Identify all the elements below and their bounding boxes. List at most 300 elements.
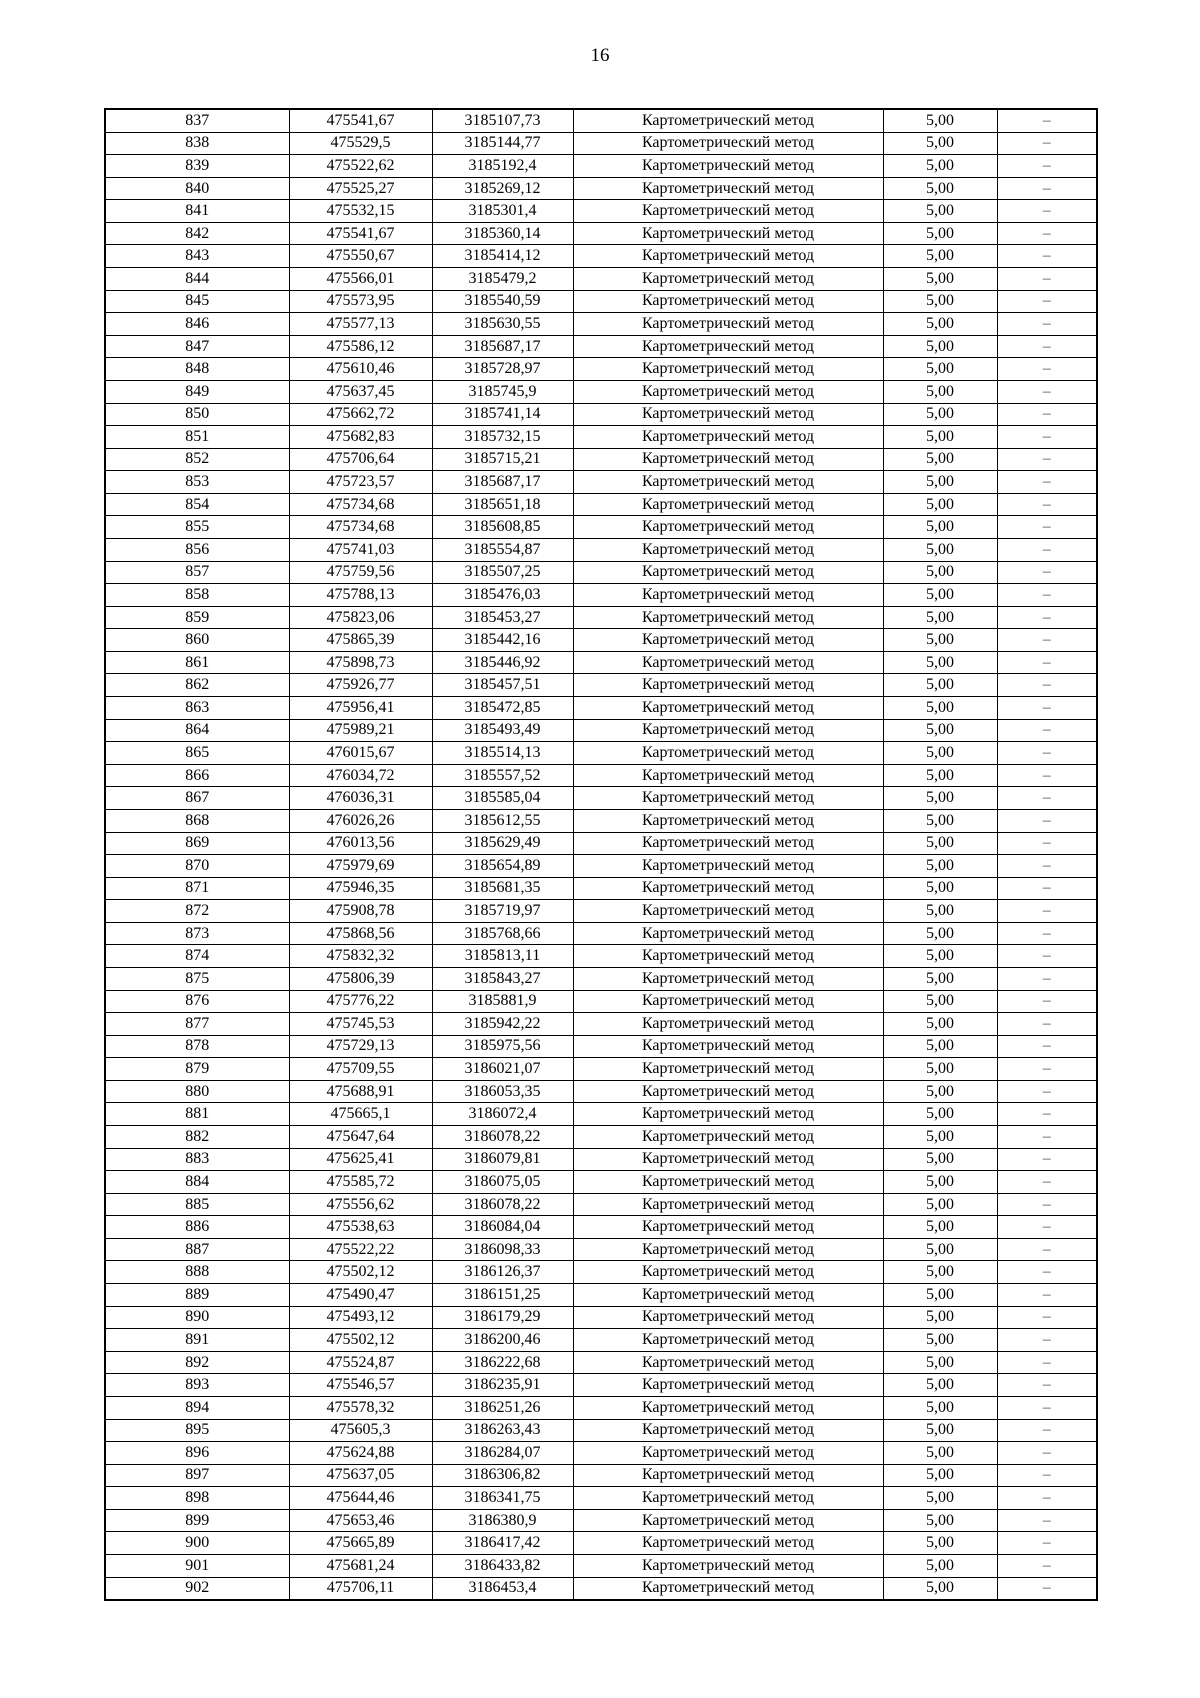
y-coordinate-cell: 3185557,52 xyxy=(432,764,573,787)
x-coordinate-cell: 475868,56 xyxy=(289,922,432,945)
accuracy-cell: 5,00 xyxy=(883,1284,997,1307)
y-coordinate-cell: 3186235,91 xyxy=(432,1374,573,1397)
x-coordinate-cell: 475776,22 xyxy=(289,990,432,1013)
note-cell: – xyxy=(997,132,1097,155)
method-cell: Картометрический метод xyxy=(573,900,883,923)
note-cell: – xyxy=(997,1487,1097,1510)
method-cell: Картометрический метод xyxy=(573,380,883,403)
note-cell: – xyxy=(997,855,1097,878)
table-row xyxy=(105,855,1097,878)
point-number-cell: 868 xyxy=(105,809,289,832)
table-row xyxy=(105,1171,1097,1194)
accuracy-cell: 5,00 xyxy=(883,877,997,900)
point-number-cell: 874 xyxy=(105,945,289,968)
point-number-cell: 850 xyxy=(105,403,289,426)
x-coordinate-cell: 475644,46 xyxy=(289,1487,432,1510)
table-row xyxy=(105,1555,1097,1578)
point-number-cell: 883 xyxy=(105,1148,289,1171)
method-cell: Картометрический метод xyxy=(573,1148,883,1171)
point-number-cell: 839 xyxy=(105,155,289,178)
method-cell: Картометрический метод xyxy=(573,855,883,878)
accuracy-cell: 5,00 xyxy=(883,651,997,674)
accuracy-cell: 5,00 xyxy=(883,855,997,878)
point-number-cell: 867 xyxy=(105,787,289,810)
table-row xyxy=(105,132,1097,155)
accuracy-cell: 5,00 xyxy=(883,561,997,584)
point-number-cell: 853 xyxy=(105,471,289,494)
x-coordinate-cell: 475493,12 xyxy=(289,1306,432,1329)
x-coordinate-cell: 475729,13 xyxy=(289,1035,432,1058)
method-cell: Картометрический метод xyxy=(573,516,883,539)
note-cell: – xyxy=(997,222,1097,245)
table-row xyxy=(105,719,1097,742)
note-cell: – xyxy=(997,832,1097,855)
x-coordinate-cell: 475832,32 xyxy=(289,945,432,968)
accuracy-cell: 5,00 xyxy=(883,674,997,697)
x-coordinate-cell: 475788,13 xyxy=(289,584,432,607)
accuracy-cell: 5,00 xyxy=(883,471,997,494)
x-coordinate-cell: 475573,95 xyxy=(289,290,432,313)
accuracy-cell: 5,00 xyxy=(883,1126,997,1149)
x-coordinate-cell: 475522,22 xyxy=(289,1238,432,1261)
accuracy-cell: 5,00 xyxy=(883,290,997,313)
note-cell: – xyxy=(997,900,1097,923)
method-cell: Картометрический метод xyxy=(573,426,883,449)
y-coordinate-cell: 3185654,89 xyxy=(432,855,573,878)
table-row xyxy=(105,1035,1097,1058)
table-row xyxy=(105,674,1097,697)
accuracy-cell: 5,00 xyxy=(883,538,997,561)
accuracy-cell: 5,00 xyxy=(883,1487,997,1510)
y-coordinate-cell: 3186222,68 xyxy=(432,1351,573,1374)
accuracy-cell: 5,00 xyxy=(883,1058,997,1081)
accuracy-cell: 5,00 xyxy=(883,313,997,336)
note-cell: – xyxy=(997,922,1097,945)
method-cell: Картометрический метод xyxy=(573,245,883,268)
table-row xyxy=(105,1487,1097,1510)
x-coordinate-cell: 475734,68 xyxy=(289,516,432,539)
y-coordinate-cell: 3185446,92 xyxy=(432,651,573,674)
point-number-cell: 861 xyxy=(105,651,289,674)
x-coordinate-cell: 475823,06 xyxy=(289,606,432,629)
accuracy-cell: 5,00 xyxy=(883,1193,997,1216)
method-cell: Картометрический метод xyxy=(573,1171,883,1194)
accuracy-cell: 5,00 xyxy=(883,268,997,291)
point-number-cell: 899 xyxy=(105,1509,289,1532)
x-coordinate-cell: 475706,11 xyxy=(289,1577,432,1600)
x-coordinate-cell: 475502,12 xyxy=(289,1261,432,1284)
table-row xyxy=(105,900,1097,923)
y-coordinate-cell: 3186251,26 xyxy=(432,1396,573,1419)
point-number-cell: 865 xyxy=(105,742,289,765)
method-cell: Картометрический метод xyxy=(573,561,883,584)
x-coordinate-cell: 475865,39 xyxy=(289,629,432,652)
table-row xyxy=(105,1216,1097,1239)
accuracy-cell: 5,00 xyxy=(883,1216,997,1239)
page-number: 16 xyxy=(590,45,610,66)
note-cell: – xyxy=(997,1351,1097,1374)
method-cell: Картометрический метод xyxy=(573,719,883,742)
accuracy-cell: 5,00 xyxy=(883,584,997,607)
accuracy-cell: 5,00 xyxy=(883,742,997,765)
y-coordinate-cell: 3185975,56 xyxy=(432,1035,573,1058)
table-row xyxy=(105,1261,1097,1284)
x-coordinate-cell: 475926,77 xyxy=(289,674,432,697)
y-coordinate-cell: 3186075,05 xyxy=(432,1171,573,1194)
accuracy-cell: 5,00 xyxy=(883,358,997,381)
note-cell: – xyxy=(997,358,1097,381)
table-row xyxy=(105,945,1097,968)
y-coordinate-cell: 3186151,25 xyxy=(432,1284,573,1307)
table-row xyxy=(105,1442,1097,1465)
y-coordinate-cell: 3185453,27 xyxy=(432,606,573,629)
x-coordinate-cell: 475682,83 xyxy=(289,426,432,449)
accuracy-cell: 5,00 xyxy=(883,1013,997,1036)
x-coordinate-cell: 475734,68 xyxy=(289,493,432,516)
y-coordinate-cell: 3185768,66 xyxy=(432,922,573,945)
note-cell: – xyxy=(997,1555,1097,1578)
y-coordinate-cell: 3186072,4 xyxy=(432,1103,573,1126)
point-number-cell: 851 xyxy=(105,426,289,449)
x-coordinate-cell: 475578,32 xyxy=(289,1396,432,1419)
accuracy-cell: 5,00 xyxy=(883,516,997,539)
y-coordinate-cell: 3185457,51 xyxy=(432,674,573,697)
method-cell: Картометрический метод xyxy=(573,1555,883,1578)
x-coordinate-cell: 475525,27 xyxy=(289,177,432,200)
x-coordinate-cell: 475637,45 xyxy=(289,380,432,403)
y-coordinate-cell: 3185728,97 xyxy=(432,358,573,381)
table-row xyxy=(105,967,1097,990)
table-row xyxy=(105,742,1097,765)
note-cell: – xyxy=(997,177,1097,200)
table-row xyxy=(105,1532,1097,1555)
accuracy-cell: 5,00 xyxy=(883,719,997,742)
x-coordinate-cell: 475637,05 xyxy=(289,1464,432,1487)
point-number-cell: 869 xyxy=(105,832,289,855)
y-coordinate-cell: 3185732,15 xyxy=(432,426,573,449)
y-coordinate-cell: 3185719,97 xyxy=(432,900,573,923)
note-cell: – xyxy=(997,471,1097,494)
y-coordinate-cell: 3185107,73 xyxy=(432,109,573,132)
accuracy-cell: 5,00 xyxy=(883,1148,997,1171)
point-number-cell: 847 xyxy=(105,335,289,358)
y-coordinate-cell: 3185476,03 xyxy=(432,584,573,607)
accuracy-cell: 5,00 xyxy=(883,1351,997,1374)
point-number-cell: 882 xyxy=(105,1126,289,1149)
x-coordinate-cell: 475566,01 xyxy=(289,268,432,291)
note-cell: – xyxy=(997,1126,1097,1149)
point-number-cell: 875 xyxy=(105,967,289,990)
method-cell: Картометрический метод xyxy=(573,697,883,720)
x-coordinate-cell: 475532,15 xyxy=(289,200,432,223)
point-number-cell: 870 xyxy=(105,855,289,878)
accuracy-cell: 5,00 xyxy=(883,1419,997,1442)
point-number-cell: 848 xyxy=(105,358,289,381)
table-row xyxy=(105,335,1097,358)
point-number-cell: 849 xyxy=(105,380,289,403)
x-coordinate-cell: 475610,46 xyxy=(289,358,432,381)
note-cell: – xyxy=(997,1509,1097,1532)
point-number-cell: 897 xyxy=(105,1464,289,1487)
x-coordinate-cell: 475956,41 xyxy=(289,697,432,720)
accuracy-cell: 5,00 xyxy=(883,900,997,923)
method-cell: Картометрический метод xyxy=(573,1284,883,1307)
table-row xyxy=(105,1148,1097,1171)
x-coordinate-cell: 475706,64 xyxy=(289,448,432,471)
note-cell: – xyxy=(997,945,1097,968)
point-number-cell: 864 xyxy=(105,719,289,742)
point-number-cell: 873 xyxy=(105,922,289,945)
note-cell: – xyxy=(997,245,1097,268)
accuracy-cell: 5,00 xyxy=(883,922,997,945)
point-number-cell: 892 xyxy=(105,1351,289,1374)
note-cell: – xyxy=(997,1103,1097,1126)
note-cell: – xyxy=(997,1306,1097,1329)
accuracy-cell: 5,00 xyxy=(883,1532,997,1555)
y-coordinate-cell: 3186078,22 xyxy=(432,1193,573,1216)
point-number-cell: 859 xyxy=(105,606,289,629)
point-number-cell: 895 xyxy=(105,1419,289,1442)
method-cell: Картометрический метод xyxy=(573,832,883,855)
method-cell: Картометрический метод xyxy=(573,742,883,765)
note-cell: – xyxy=(997,1171,1097,1194)
accuracy-cell: 5,00 xyxy=(883,1396,997,1419)
table-row xyxy=(105,268,1097,291)
y-coordinate-cell: 3185269,12 xyxy=(432,177,573,200)
table-row xyxy=(105,697,1097,720)
point-number-cell: 885 xyxy=(105,1193,289,1216)
y-coordinate-cell: 3186417,42 xyxy=(432,1532,573,1555)
y-coordinate-cell: 3186306,82 xyxy=(432,1464,573,1487)
table-row xyxy=(105,629,1097,652)
x-coordinate-cell: 475529,5 xyxy=(289,132,432,155)
note-cell: – xyxy=(997,1329,1097,1352)
method-cell: Картометрический метод xyxy=(573,1509,883,1532)
table-row xyxy=(105,245,1097,268)
table-row xyxy=(105,313,1097,336)
x-coordinate-cell: 475723,57 xyxy=(289,471,432,494)
point-number-cell: 902 xyxy=(105,1577,289,1600)
table-row xyxy=(105,290,1097,313)
x-coordinate-cell: 475653,46 xyxy=(289,1509,432,1532)
point-number-cell: 884 xyxy=(105,1171,289,1194)
note-cell: – xyxy=(997,1013,1097,1036)
point-number-cell: 880 xyxy=(105,1080,289,1103)
note-cell: – xyxy=(997,1532,1097,1555)
x-coordinate-cell: 475688,91 xyxy=(289,1080,432,1103)
x-coordinate-cell: 476026,26 xyxy=(289,809,432,832)
note-cell: – xyxy=(997,1148,1097,1171)
accuracy-cell: 5,00 xyxy=(883,629,997,652)
note-cell: – xyxy=(997,1080,1097,1103)
x-coordinate-cell: 475709,55 xyxy=(289,1058,432,1081)
y-coordinate-cell: 3185745,9 xyxy=(432,380,573,403)
method-cell: Картометрический метод xyxy=(573,1396,883,1419)
y-coordinate-cell: 3186453,4 xyxy=(432,1577,573,1600)
note-cell: – xyxy=(997,809,1097,832)
note-cell: – xyxy=(997,1261,1097,1284)
table-row xyxy=(105,764,1097,787)
note-cell: – xyxy=(997,200,1097,223)
note-cell: – xyxy=(997,877,1097,900)
method-cell: Картометрический метод xyxy=(573,967,883,990)
table-row xyxy=(105,809,1097,832)
x-coordinate-cell: 475898,73 xyxy=(289,651,432,674)
note-cell: – xyxy=(997,538,1097,561)
note-cell: – xyxy=(997,1284,1097,1307)
point-number-cell: 881 xyxy=(105,1103,289,1126)
method-cell: Картометрический метод xyxy=(573,1238,883,1261)
accuracy-cell: 5,00 xyxy=(883,1374,997,1397)
table-row xyxy=(105,561,1097,584)
y-coordinate-cell: 3185741,14 xyxy=(432,403,573,426)
method-cell: Картометрический метод xyxy=(573,1351,883,1374)
x-coordinate-cell: 475586,12 xyxy=(289,335,432,358)
table-row xyxy=(105,200,1097,223)
accuracy-cell: 5,00 xyxy=(883,967,997,990)
table-row xyxy=(105,1509,1097,1532)
note-cell: – xyxy=(997,787,1097,810)
y-coordinate-cell: 3186200,46 xyxy=(432,1329,573,1352)
accuracy-cell: 5,00 xyxy=(883,990,997,1013)
note-cell: – xyxy=(997,109,1097,132)
y-coordinate-cell: 3185687,17 xyxy=(432,471,573,494)
x-coordinate-cell: 475625,41 xyxy=(289,1148,432,1171)
point-number-cell: 900 xyxy=(105,1532,289,1555)
table-row xyxy=(105,1193,1097,1216)
accuracy-cell: 5,00 xyxy=(883,200,997,223)
x-coordinate-cell: 475546,57 xyxy=(289,1374,432,1397)
x-coordinate-cell: 475989,21 xyxy=(289,719,432,742)
coordinates-table xyxy=(104,108,1098,1601)
method-cell: Картометрический метод xyxy=(573,1329,883,1352)
note-cell: – xyxy=(997,1464,1097,1487)
table-row xyxy=(105,1103,1097,1126)
note-cell: – xyxy=(997,719,1097,742)
method-cell: Картометрический метод xyxy=(573,1419,883,1442)
x-coordinate-cell: 475665,89 xyxy=(289,1532,432,1555)
method-cell: Картометрический метод xyxy=(573,809,883,832)
method-cell: Картометрический метод xyxy=(573,471,883,494)
note-cell: – xyxy=(997,448,1097,471)
point-number-cell: 863 xyxy=(105,697,289,720)
method-cell: Картометрический метод xyxy=(573,584,883,607)
y-coordinate-cell: 3185493,49 xyxy=(432,719,573,742)
method-cell: Картометрический метод xyxy=(573,787,883,810)
point-number-cell: 896 xyxy=(105,1442,289,1465)
table-row xyxy=(105,403,1097,426)
point-number-cell: 893 xyxy=(105,1374,289,1397)
y-coordinate-cell: 3185479,2 xyxy=(432,268,573,291)
x-coordinate-cell: 475538,63 xyxy=(289,1216,432,1239)
method-cell: Картометрический метод xyxy=(573,538,883,561)
x-coordinate-cell: 475681,24 xyxy=(289,1555,432,1578)
method-cell: Картометрический метод xyxy=(573,1035,883,1058)
table-row xyxy=(105,109,1097,132)
note-cell: – xyxy=(997,1238,1097,1261)
method-cell: Картометрический метод xyxy=(573,132,883,155)
method-cell: Картометрический метод xyxy=(573,1306,883,1329)
coordinates-table-body xyxy=(105,109,1097,1600)
accuracy-cell: 5,00 xyxy=(883,809,997,832)
accuracy-cell: 5,00 xyxy=(883,1555,997,1578)
point-number-cell: 856 xyxy=(105,538,289,561)
x-coordinate-cell: 475541,67 xyxy=(289,109,432,132)
x-coordinate-cell: 476013,56 xyxy=(289,832,432,855)
method-cell: Картометрический метод xyxy=(573,764,883,787)
table-row xyxy=(105,584,1097,607)
table-row xyxy=(105,1080,1097,1103)
accuracy-cell: 5,00 xyxy=(883,1306,997,1329)
method-cell: Картометрический метод xyxy=(573,606,883,629)
point-number-cell: 901 xyxy=(105,1555,289,1578)
method-cell: Картометрический метод xyxy=(573,1464,883,1487)
method-cell: Картометрический метод xyxy=(573,155,883,178)
table-row xyxy=(105,177,1097,200)
table-row xyxy=(105,787,1097,810)
method-cell: Картометрический метод xyxy=(573,1577,883,1600)
accuracy-cell: 5,00 xyxy=(883,1238,997,1261)
accuracy-cell: 5,00 xyxy=(883,177,997,200)
point-number-cell: 858 xyxy=(105,584,289,607)
y-coordinate-cell: 3185360,14 xyxy=(432,222,573,245)
method-cell: Картометрический метод xyxy=(573,1080,883,1103)
point-number-cell: 898 xyxy=(105,1487,289,1510)
note-cell: – xyxy=(997,1216,1097,1239)
method-cell: Картометрический метод xyxy=(573,313,883,336)
accuracy-cell: 5,00 xyxy=(883,1171,997,1194)
method-cell: Картометрический метод xyxy=(573,1261,883,1284)
x-coordinate-cell: 475741,03 xyxy=(289,538,432,561)
x-coordinate-cell: 475908,78 xyxy=(289,900,432,923)
table-row xyxy=(105,516,1097,539)
note-cell: – xyxy=(997,561,1097,584)
note-cell: – xyxy=(997,1374,1097,1397)
table-row xyxy=(105,471,1097,494)
y-coordinate-cell: 3185612,55 xyxy=(432,809,573,832)
note-cell: – xyxy=(997,742,1097,765)
point-number-cell: 860 xyxy=(105,629,289,652)
x-coordinate-cell: 476034,72 xyxy=(289,764,432,787)
x-coordinate-cell: 476015,67 xyxy=(289,742,432,765)
x-coordinate-cell: 475745,53 xyxy=(289,1013,432,1036)
y-coordinate-cell: 3185629,49 xyxy=(432,832,573,855)
table-row xyxy=(105,1464,1097,1487)
x-coordinate-cell: 475522,62 xyxy=(289,155,432,178)
x-coordinate-cell: 475585,72 xyxy=(289,1171,432,1194)
table-row xyxy=(105,1013,1097,1036)
accuracy-cell: 5,00 xyxy=(883,245,997,268)
accuracy-cell: 5,00 xyxy=(883,335,997,358)
point-number-cell: 844 xyxy=(105,268,289,291)
point-number-cell: 845 xyxy=(105,290,289,313)
table-row xyxy=(105,1058,1097,1081)
point-number-cell: 877 xyxy=(105,1013,289,1036)
table-row xyxy=(105,155,1097,178)
x-coordinate-cell: 475759,56 xyxy=(289,561,432,584)
table-row xyxy=(105,380,1097,403)
note-cell: – xyxy=(997,674,1097,697)
method-cell: Картометрический метод xyxy=(573,1126,883,1149)
method-cell: Картометрический метод xyxy=(573,1013,883,1036)
accuracy-cell: 5,00 xyxy=(883,1329,997,1352)
y-coordinate-cell: 3185540,59 xyxy=(432,290,573,313)
method-cell: Картометрический метод xyxy=(573,403,883,426)
method-cell: Картометрический метод xyxy=(573,1216,883,1239)
method-cell: Картометрический метод xyxy=(573,877,883,900)
note-cell: – xyxy=(997,403,1097,426)
accuracy-cell: 5,00 xyxy=(883,1464,997,1487)
